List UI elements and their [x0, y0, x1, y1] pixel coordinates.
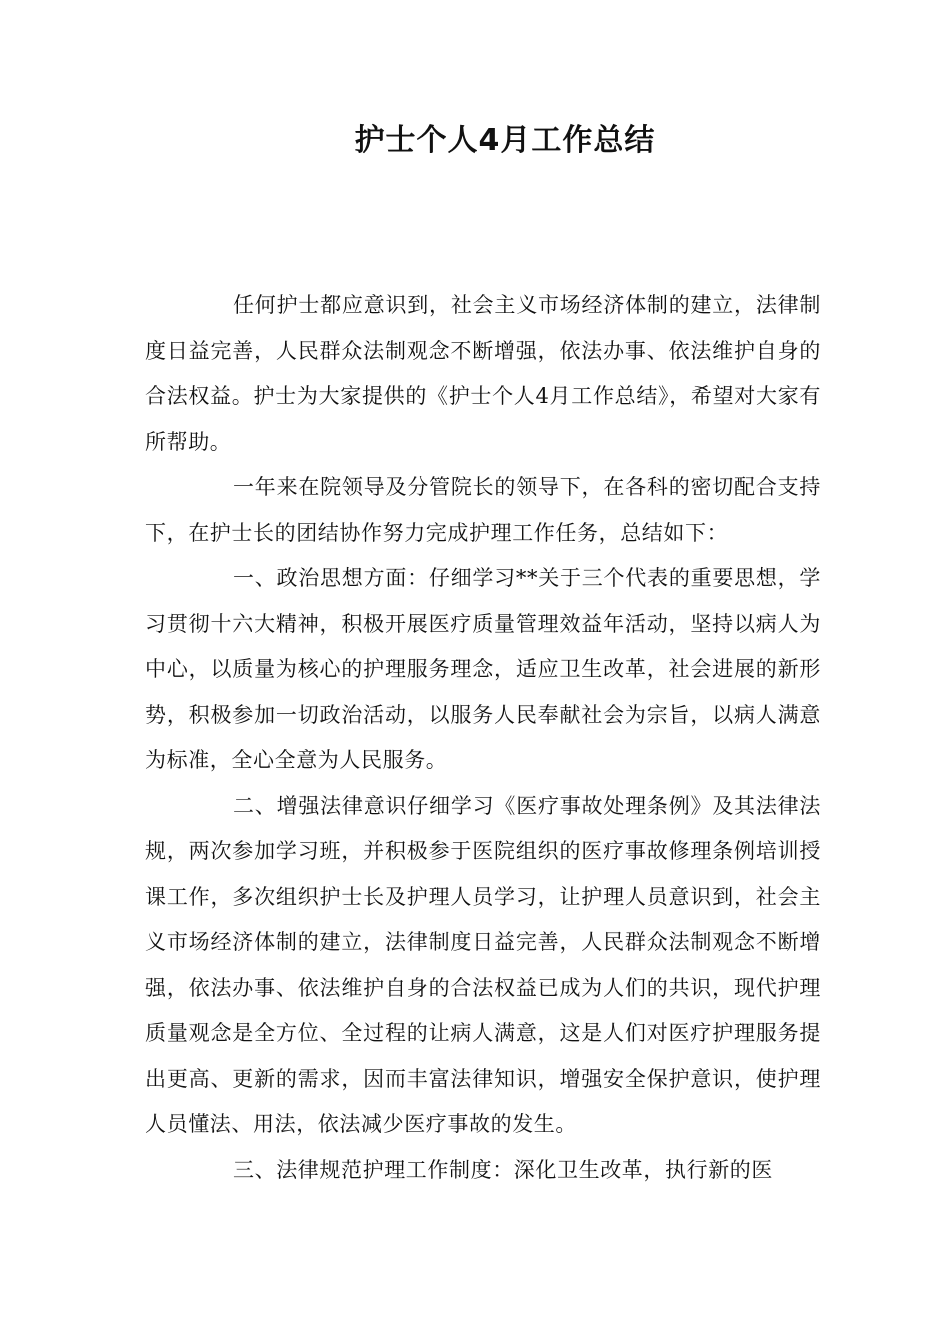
paragraph-intro: 任何护士都应意识到，社会主义市场经济体制的建立，法律制度日益完善，人民群众法制观念不断增强，依法办事、依法维护自身的合法权益。护士为大家提供的《护士个人4月工作总结》，希望对大家有所帮助。	[145, 293, 821, 454]
document-title: 护士个人4月工作总结	[354, 123, 656, 158]
paragraph-section-2: 二、增强法律意识仔细学习《医疗事故处理条例》及其法律法规，两次参加学习班，并积极参于医院组织的医疗事故修理条例培训授课工作，多次组织护士长及护理人员学习，让护理人员意识到，社会主义市场经济体制的建立，法律制度日益完善，人民群众法制观念不断增强，依法办事、依法维护自身的合法权益已成为人们的共识，现代护理质量观念是全方位、全过程的让病人满意，这是人们对医疗护理服务提出更高、更新的需求，因而丰富法律知识，增强安全保护意识，使护理人员懂法、用法，依法减少医疗事故的发生。	[145, 793, 821, 1136]
paragraph-section-3: 三、法律规范护理工作制度：深化卫生改革，执行新的医	[233, 1157, 773, 1182]
document-body	[145, 283, 821, 1193]
paragraph-section-1: 一、政治思想方面：仔细学习**关于三个代表的重要思想，学习贯彻十六大精神，积极开展医疗质量管理效益年活动，坚持以病人为中心，以质量为核心的护理服务理念，适应卫生改革，社会进展的新形势，积极参加一切政治活动，以服务人民奉献社会为宗旨，以病人满意为标准，全心全意为人民服务。	[145, 566, 821, 772]
paragraph-summary-lead: 一年来在院领导及分管院长的领导下，在各科的密切配合支持下，在护士长的团结协作努力完成护理工作任务，总结如下：	[145, 475, 821, 545]
